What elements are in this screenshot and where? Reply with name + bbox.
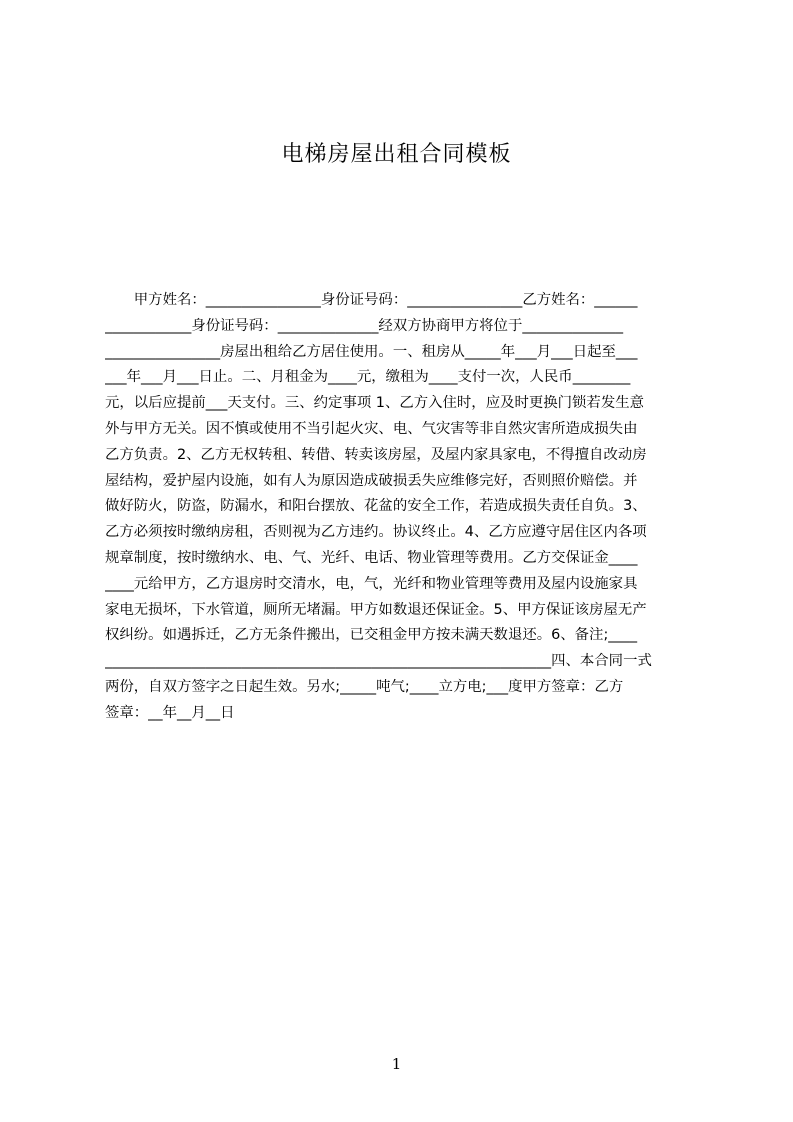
contract-line: 甲方姓名：________________身份证号码：________________乙方姓名：______ xyxy=(105,292,638,308)
page-number: 1 xyxy=(391,1055,402,1073)
contract-line: 两份，自双方签字之日起生效。另水;_____吨气;____立方电;___度甲方签章：乙方 xyxy=(105,678,624,695)
contract-line: 乙方负责。2、乙方无权转租、转借、转卖该房屋，及屋内家具家电，不得擅自改动房 xyxy=(105,446,647,463)
contract-line: 外与甲方无关。因不慎或使用不当引起火灾、电、气灾害等非自然灾害所造成损失由 xyxy=(105,420,638,437)
contract-body xyxy=(105,288,699,727)
contract-line: ________________房屋出租给乙方居住使用。一、租房从_____年___月___日起至___ xyxy=(105,343,638,360)
contract-line: 做好防火，防盗，防漏水，和阳台摆放、花盆的安全工作，若造成损失责任自负。3、 xyxy=(105,498,647,515)
contract-line: ______________________________________________________________四、本合同一式 xyxy=(105,653,652,670)
contract-line: ____元给甲方，乙方退房时交清水，电，气，光纤和物业管理等费用及屋内设施家具 xyxy=(105,575,638,592)
contract-line: 屋结构，爱护屋内设施，如有人为原因造成破损丢失应维修完好，否则照价赔偿。并 xyxy=(105,472,638,489)
contract-line: 签章：__年__月__日 xyxy=(105,704,235,721)
contract-line: ___年___月___日止。二、月租金为____元，缴租为____支付一次，人民币________ xyxy=(105,369,631,386)
contract-line: 元，以后应提前___天支付。三、约定事项 1、乙方入住时，应及时更换门锁若发生意 xyxy=(105,395,644,412)
contract-line: 家电无损坏，下水管道，厕所无堵漏。甲方如数退还保证金。5、甲方保证该房屋无产 xyxy=(105,601,647,618)
contract-line: ____________身份证号码：______________经双方协商甲方将位于______________ xyxy=(105,317,624,334)
document-title: 电梯房屋出租合同模板 xyxy=(281,142,512,167)
contract-line: 乙方必须按时缴纳房租，否则视为乙方违约。协议终止。4、乙方应遵守居住区内各项 xyxy=(105,524,647,541)
contract-line: 规章制度，按时缴纳水、电、气、光纤、电话、物业管理等费用。乙方交保证金____ xyxy=(105,549,638,566)
contract-line: 权纠纷。如遇拆迁，乙方无条件搬出，已交租金甲方按未满天数退还。6、备注;____ xyxy=(105,627,638,644)
